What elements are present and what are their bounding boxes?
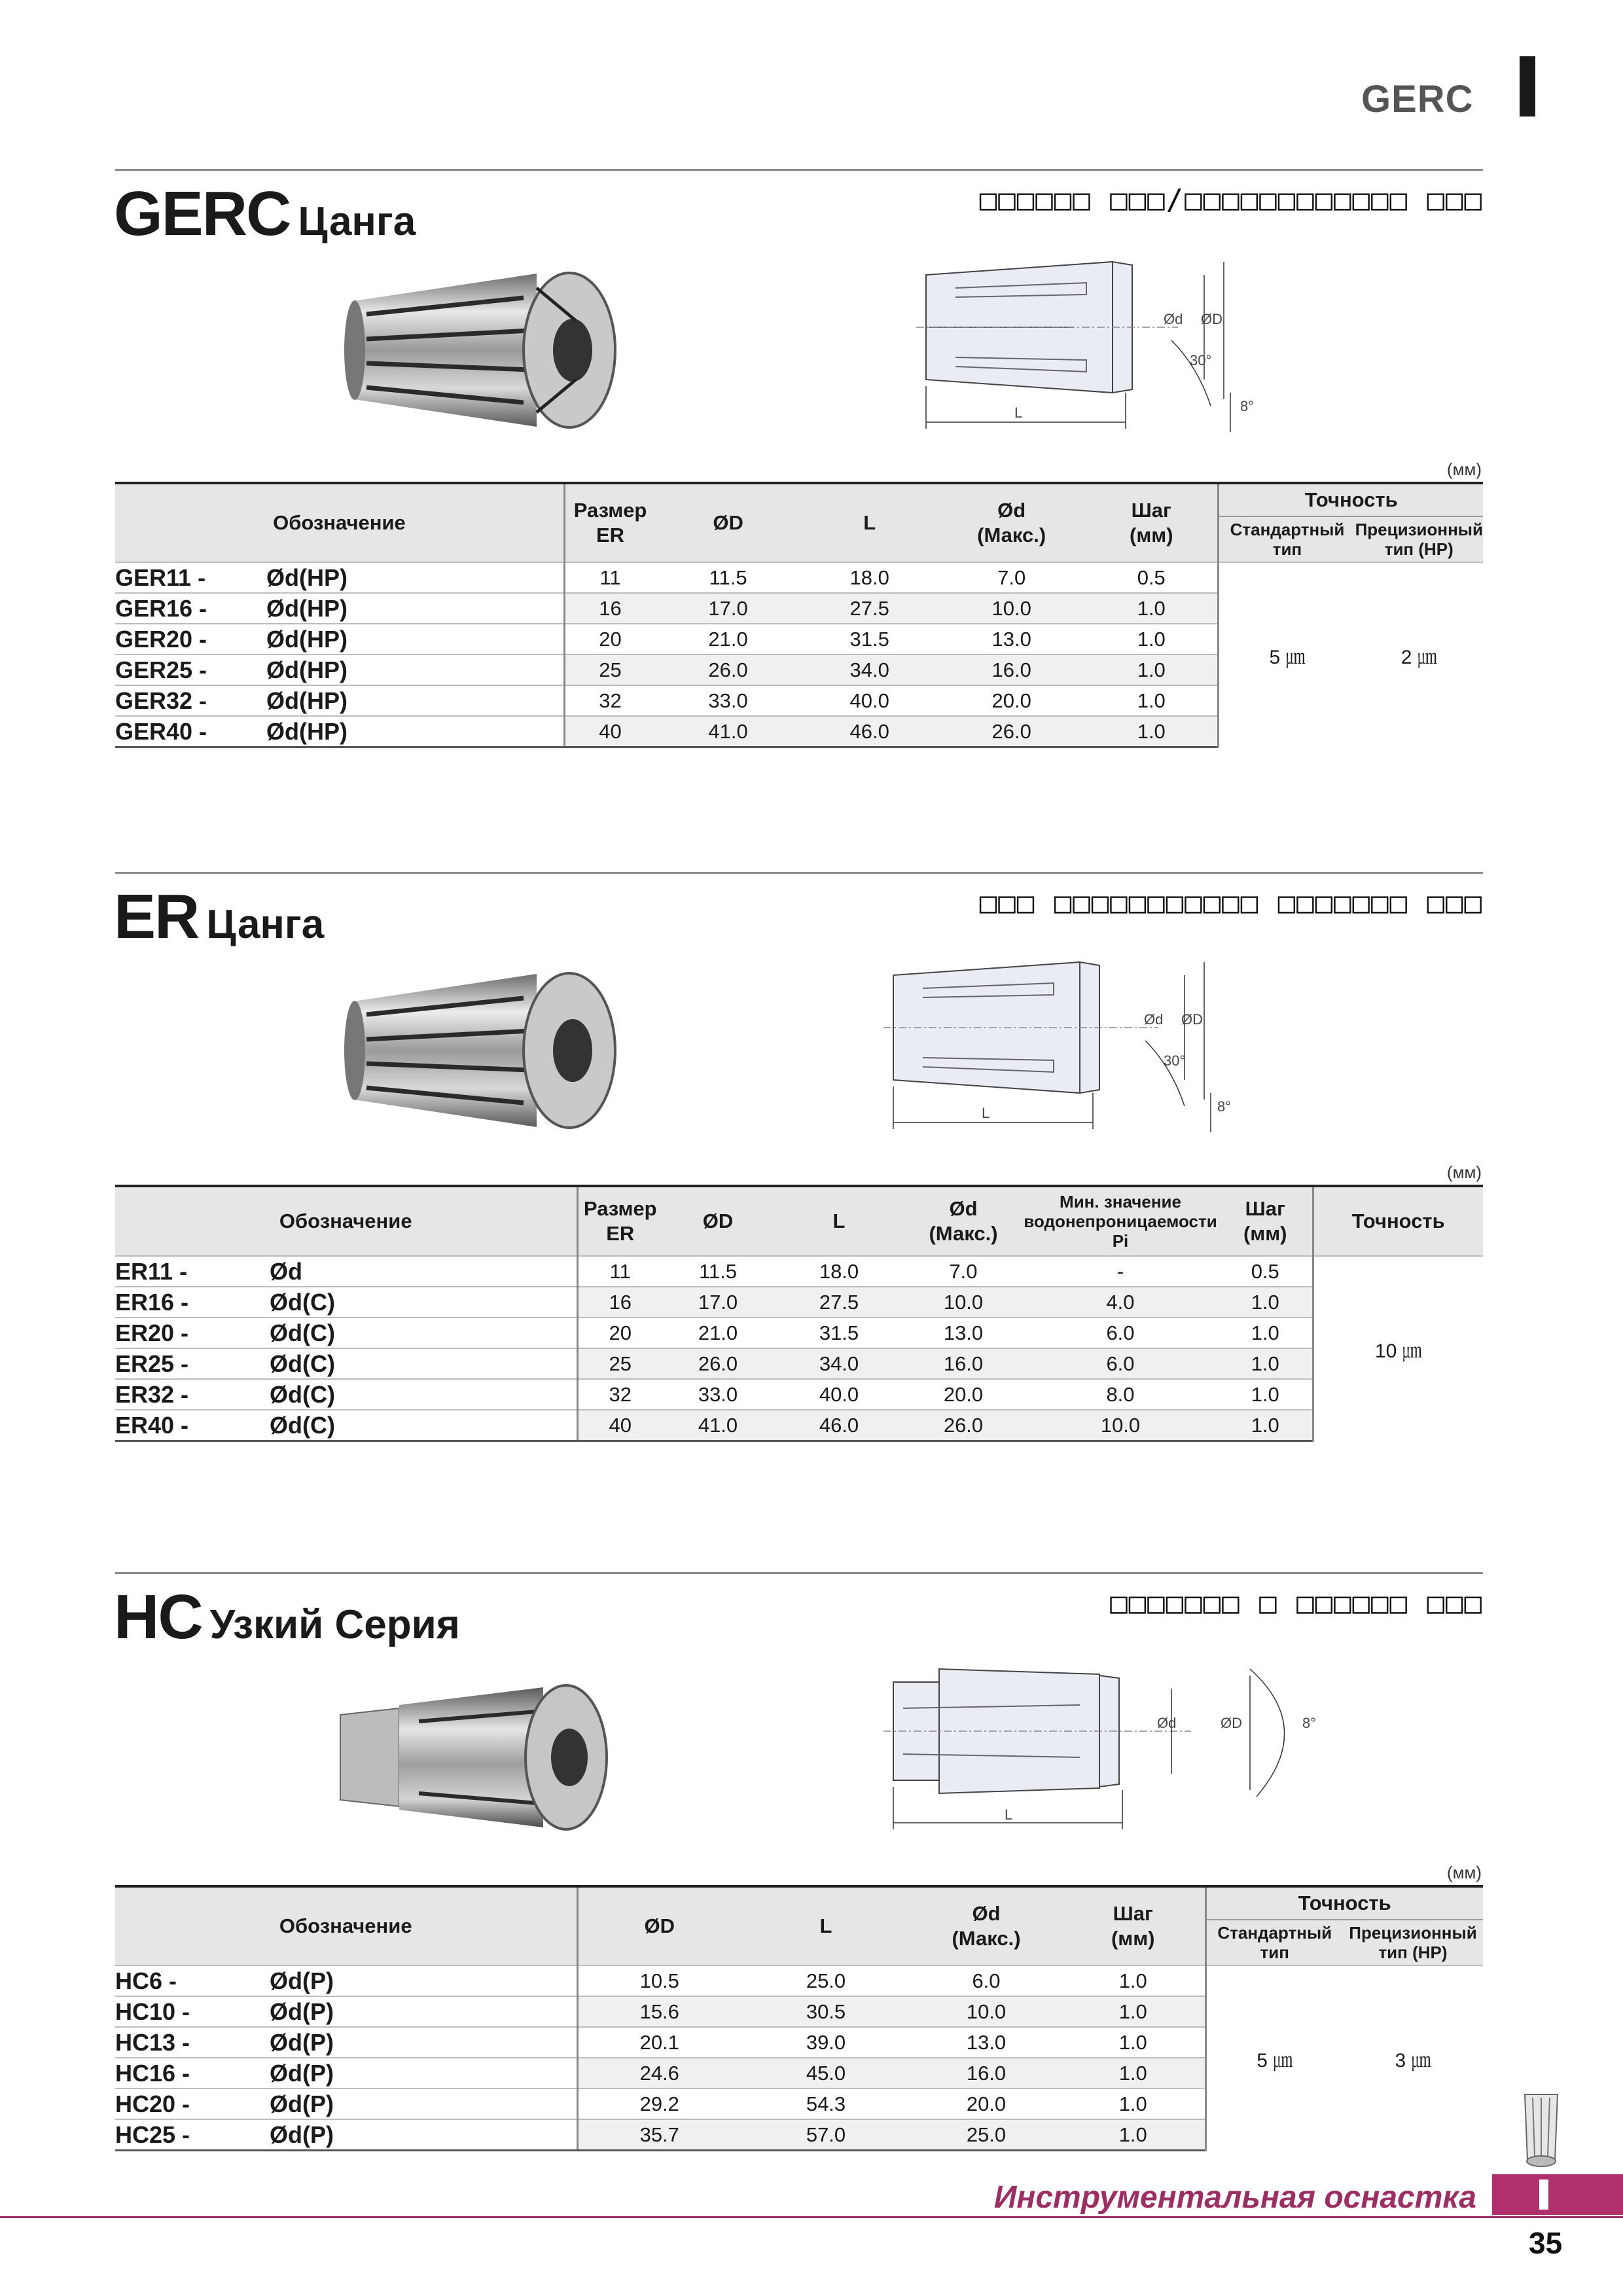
diagram-L-label: L — [982, 1105, 990, 1121]
header-l: L — [774, 1186, 904, 1256]
header-pitch-line2: (мм) — [1243, 1222, 1287, 1245]
collet-drawing — [883, 949, 1276, 1132]
header-pitch-line1: Шаг — [1113, 1902, 1153, 1925]
cell-er: 40 — [577, 1410, 662, 1441]
table-row — [115, 1256, 1483, 1287]
cell-l: 45.0 — [741, 2058, 911, 2089]
type-line: □□□□□□□ □ □□□□□□ □□□ — [1110, 1587, 1483, 1620]
cell-pitch: 1.0 — [1219, 1379, 1313, 1410]
cell-er: 16 — [564, 593, 655, 624]
cell-pi: - — [1022, 1256, 1219, 1287]
row-suffix: Ød(HP) — [266, 685, 564, 716]
header-pitch-line1: Шаг — [1131, 499, 1171, 522]
row-suffix: Ød(HP) — [266, 655, 564, 685]
diagram-d-label: Ød — [1144, 1011, 1164, 1028]
header-d-max-line2: (Макс.) — [977, 524, 1046, 547]
collet-photo — [340, 262, 628, 439]
header-precision: Прецизионный тип (HP) — [1343, 1920, 1483, 1965]
cell-l: 25.0 — [741, 1965, 911, 1996]
cell-l: 46.0 — [801, 716, 938, 747]
row-suffix: Ød(P) — [270, 1996, 577, 2027]
unit-label: (мм) — [1446, 1863, 1482, 1882]
cell-d: 7.0 — [938, 562, 1085, 593]
header-l: L — [741, 1886, 911, 1965]
cell-l: 27.5 — [774, 1287, 904, 1318]
cell-d: 20.0 — [938, 685, 1085, 716]
cell-er: 40 — [564, 716, 655, 747]
row-code: GER16 - — [115, 593, 266, 624]
cell-accuracy: 10 ㎛ — [1313, 1256, 1483, 1441]
header-er-size: Размер ER — [564, 483, 655, 562]
cell-er: 20 — [564, 624, 655, 655]
cell-l: 34.0 — [774, 1348, 904, 1379]
cell-d: 16.0 — [938, 655, 1085, 685]
section-divider — [115, 872, 1483, 874]
header-standard: Стандартный тип — [1205, 1920, 1343, 1965]
header-standard: Стандартный тип — [1219, 516, 1355, 562]
hc-spec-table — [115, 1885, 1483, 2151]
header-designation: Обозначение — [115, 483, 564, 562]
diagram-L-label: L — [1014, 404, 1023, 421]
row-code: ER25 - — [115, 1348, 270, 1379]
section-title-gerc — [114, 178, 416, 250]
cell-od: 10.5 — [577, 1965, 741, 1996]
row-suffix: Ød(HP) — [266, 624, 564, 655]
cell-pitch: 1.0 — [1061, 2027, 1205, 2058]
row-code: ER20 - — [115, 1318, 270, 1348]
cell-er: 11 — [577, 1256, 662, 1287]
cell-acc-standard: 5 ㎛ — [1205, 1965, 1343, 2151]
cell-pitch: 1.0 — [1219, 1318, 1313, 1348]
header-designation: Обозначение — [115, 1186, 577, 1256]
cell-pitch: 1.0 — [1219, 1410, 1313, 1441]
row-suffix: Ød(C) — [270, 1410, 577, 1441]
row-code: GER40 - — [115, 716, 266, 747]
diagram-d-label: Ød — [1157, 1715, 1177, 1731]
cell-d: 10.0 — [904, 1287, 1022, 1318]
cell-od: 21.0 — [662, 1318, 774, 1348]
row-suffix: Ød(P) — [270, 1965, 577, 1996]
diagram-taper-label: 8° — [1240, 398, 1255, 414]
cell-pitch: 1.0 — [1085, 655, 1219, 685]
cell-l: 54.3 — [741, 2089, 911, 2119]
section-title-hc — [114, 1581, 460, 1653]
cell-pitch: 1.0 — [1061, 2119, 1205, 2151]
cell-l: 18.0 — [774, 1256, 904, 1287]
cell-od: 35.7 — [577, 2119, 741, 2151]
cell-acc-precision: 2 ㎛ — [1355, 562, 1483, 747]
row-suffix: Ød(HP) — [266, 562, 564, 593]
unit-label: (мм) — [1446, 459, 1482, 479]
cell-od: 15.6 — [577, 1996, 741, 2027]
diagram-D-label: ØD — [1221, 1715, 1242, 1731]
table-row — [115, 1410, 1483, 1441]
header-l: L — [801, 483, 938, 562]
footer-category: Инструментальная оснастка — [993, 2180, 1476, 2215]
row-suffix: Ød(P) — [270, 2089, 577, 2119]
cell-d: 10.0 — [911, 1996, 1061, 2027]
footer-tab — [1492, 2174, 1623, 2215]
cell-od: 11.5 — [655, 562, 801, 593]
cell-pitch: 0.5 — [1085, 562, 1219, 593]
cell-od: 26.0 — [655, 655, 801, 685]
cell-l: 31.5 — [801, 624, 938, 655]
row-code: ER40 - — [115, 1410, 270, 1441]
table-row — [115, 1965, 1483, 1996]
cell-pitch: 1.0 — [1085, 685, 1219, 716]
header-d-max-line2: (Макс.) — [929, 1222, 998, 1245]
table-row — [115, 1318, 1483, 1348]
collet-photo — [327, 1676, 628, 1839]
row-suffix: Ød — [270, 1256, 577, 1287]
row-code: GER25 - — [115, 655, 266, 685]
header-accuracy: Точность — [1219, 483, 1483, 516]
header-d-max-line1: Ød — [949, 1197, 978, 1220]
cell-l: 40.0 — [801, 685, 938, 716]
cell-od: 41.0 — [662, 1410, 774, 1441]
row-suffix: Ød(P) — [270, 2119, 577, 2151]
diagram-d-label: Ød — [1164, 311, 1183, 327]
table-row — [115, 562, 1483, 593]
header-d-max-line2: (Макс.) — [952, 1927, 1021, 1950]
header-pitch-line2: (мм) — [1130, 524, 1173, 547]
cell-od: 21.0 — [655, 624, 801, 655]
cell-er: 20 — [577, 1318, 662, 1348]
cell-pi: 8.0 — [1022, 1379, 1219, 1410]
row-suffix: Ød(P) — [270, 2027, 577, 2058]
cell-d: 26.0 — [904, 1410, 1022, 1441]
cell-od: 41.0 — [655, 716, 801, 747]
gerc-spec-table — [115, 482, 1483, 748]
header-pitch — [1061, 1886, 1205, 1965]
row-code: HC20 - — [115, 2089, 270, 2119]
header-od: ØD — [662, 1186, 774, 1256]
cell-d: 13.0 — [911, 2027, 1061, 2058]
header-pitch-line1: Шаг — [1245, 1197, 1285, 1220]
row-code: HC6 - — [115, 1965, 270, 1996]
row-code: ER32 - — [115, 1379, 270, 1410]
cell-od: 17.0 — [662, 1287, 774, 1318]
row-code: GER32 - — [115, 685, 266, 716]
cell-acc-precision: 3 ㎛ — [1343, 1965, 1483, 2151]
section-title-code: ER — [114, 882, 199, 952]
row-code: ER16 - — [115, 1287, 270, 1318]
header-bar — [1520, 56, 1535, 117]
cell-d: 25.0 — [911, 2119, 1061, 2151]
cell-l: 40.0 — [774, 1379, 904, 1410]
header-title: GERC — [1361, 78, 1474, 120]
cell-er: 32 — [577, 1379, 662, 1410]
collet-thumbnail-icon — [1512, 2088, 1571, 2173]
row-suffix: Ød(C) — [270, 1348, 577, 1379]
unit-label: (мм) — [1446, 1162, 1482, 1182]
page-number: 35 — [1529, 2226, 1563, 2260]
header-d-max-line1: Ød — [997, 499, 1026, 522]
table-row — [115, 1348, 1483, 1379]
cell-d: 7.0 — [904, 1256, 1022, 1287]
cell-pitch: 1.0 — [1085, 593, 1219, 624]
row-suffix: Ød(C) — [270, 1287, 577, 1318]
diagram-angle-label: 30° — [1164, 1052, 1186, 1069]
cell-od: 26.0 — [662, 1348, 774, 1379]
cell-d: 10.0 — [938, 593, 1085, 624]
cell-er: 16 — [577, 1287, 662, 1318]
cell-pitch: 0.5 — [1219, 1256, 1313, 1287]
cell-od: 29.2 — [577, 2089, 741, 2119]
section-title-code: HC — [114, 1582, 202, 1652]
cell-pitch: 1.0 — [1061, 2058, 1205, 2089]
cell-d: 13.0 — [938, 624, 1085, 655]
cell-l: 39.0 — [741, 2027, 911, 2058]
cell-pitch: 1.0 — [1061, 1996, 1205, 2027]
row-code: ER11 - — [115, 1256, 270, 1287]
cell-d: 26.0 — [938, 716, 1085, 747]
er-spec-table — [115, 1185, 1483, 1442]
cell-od: 11.5 — [662, 1256, 774, 1287]
cell-pi: 4.0 — [1022, 1287, 1219, 1318]
header-designation: Обозначение — [115, 1886, 577, 1965]
collet-drawing — [883, 1656, 1355, 1839]
cell-d: 20.0 — [911, 2089, 1061, 2119]
row-code: GER20 - — [115, 624, 266, 655]
cell-l: 57.0 — [741, 2119, 911, 2151]
table-row — [115, 1287, 1483, 1318]
cell-d: 20.0 — [904, 1379, 1022, 1410]
section-divider — [115, 1572, 1483, 1574]
cell-l: 18.0 — [801, 562, 938, 593]
cell-pitch: 1.0 — [1061, 1965, 1205, 1996]
type-line: □□□ □□□□□□□□□□□ □□□□□□□ □□□ — [979, 886, 1483, 920]
row-suffix: Ød(HP) — [266, 716, 564, 747]
collet-photo — [340, 962, 628, 1139]
header-precision: Прецизионный тип (HP) — [1355, 516, 1483, 562]
cell-pitch: 1.0 — [1219, 1287, 1313, 1318]
row-code: HC25 - — [115, 2119, 270, 2151]
table-row — [115, 1379, 1483, 1410]
cell-d: 13.0 — [904, 1318, 1022, 1348]
diagram-taper-label: 8° — [1302, 1715, 1317, 1731]
cell-d: 16.0 — [904, 1348, 1022, 1379]
section-title-label: Цанга — [298, 199, 416, 244]
header-pi — [1022, 1186, 1219, 1256]
cell-od: 17.0 — [655, 593, 801, 624]
row-code: HC13 - — [115, 2027, 270, 2058]
cell-pitch: 1.0 — [1219, 1348, 1313, 1379]
cell-d: 6.0 — [911, 1965, 1061, 1996]
row-code: GER11 - — [115, 562, 266, 593]
cell-pitch: 1.0 — [1061, 2089, 1205, 2119]
header-pi-line2: водонепроницаемости Pi — [1024, 1211, 1217, 1251]
row-suffix: Ød(C) — [270, 1379, 577, 1410]
section-title-code: GERC — [114, 179, 291, 249]
diagram-D-label: ØD — [1181, 1011, 1203, 1028]
cell-od: 33.0 — [662, 1379, 774, 1410]
diagram-angle-label: 30° — [1190, 352, 1212, 368]
header-accuracy: Точность — [1313, 1186, 1483, 1256]
footer-divider — [0, 2216, 1623, 2218]
collet-drawing — [916, 249, 1283, 439]
header-er-size: Размер ER — [577, 1186, 662, 1256]
cell-od: 20.1 — [577, 2027, 741, 2058]
header-pitch — [1219, 1186, 1313, 1256]
header-pi-line1: Мин. значение — [1060, 1192, 1181, 1211]
row-code: HC10 - — [115, 1996, 270, 2027]
header-d-max — [911, 1886, 1061, 1965]
cell-l: 27.5 — [801, 593, 938, 624]
header-pitch-line2: (мм) — [1111, 1927, 1155, 1950]
cell-er: 32 — [564, 685, 655, 716]
cell-pitch: 1.0 — [1085, 716, 1219, 747]
row-code: HC16 - — [115, 2058, 270, 2089]
diagram-taper-label: 8° — [1217, 1098, 1232, 1115]
header-d-max — [938, 483, 1085, 562]
section-title-label: Узкий Серия — [209, 1602, 460, 1647]
cell-od: 24.6 — [577, 2058, 741, 2089]
row-suffix: Ød(HP) — [266, 593, 564, 624]
section-divider — [115, 169, 1483, 171]
header-d-max — [904, 1186, 1022, 1256]
cell-er: 25 — [577, 1348, 662, 1379]
header-d-max-line1: Ød — [972, 1902, 1001, 1925]
cell-er: 11 — [564, 562, 655, 593]
cell-d: 16.0 — [911, 2058, 1061, 2089]
type-line: □□□□□□ □□□/□□□□□□□□□□□□ □□□ — [979, 183, 1483, 217]
diagram-D-label: ØD — [1201, 311, 1222, 327]
diagram-L-label: L — [1005, 1806, 1013, 1823]
row-suffix: Ød(P) — [270, 2058, 577, 2089]
row-suffix: Ød(C) — [270, 1318, 577, 1348]
cell-pi: 6.0 — [1022, 1318, 1219, 1348]
header-od: ØD — [655, 483, 801, 562]
cell-l: 46.0 — [774, 1410, 904, 1441]
section-title-label: Цанга — [206, 902, 325, 947]
header-pitch — [1085, 483, 1219, 562]
cell-l: 30.5 — [741, 1996, 911, 2027]
cell-pi: 10.0 — [1022, 1410, 1219, 1441]
section-title-er — [114, 881, 324, 953]
cell-er: 25 — [564, 655, 655, 685]
header-accuracy: Точность — [1205, 1886, 1483, 1920]
cell-l: 34.0 — [801, 655, 938, 685]
cell-pitch: 1.0 — [1085, 624, 1219, 655]
header-od: ØD — [577, 1886, 741, 1965]
cell-pi: 6.0 — [1022, 1348, 1219, 1379]
cell-l: 31.5 — [774, 1318, 904, 1348]
footer-tab-mark — [1539, 2179, 1548, 2210]
cell-od: 33.0 — [655, 685, 801, 716]
cell-acc-standard: 5 ㎛ — [1219, 562, 1355, 747]
